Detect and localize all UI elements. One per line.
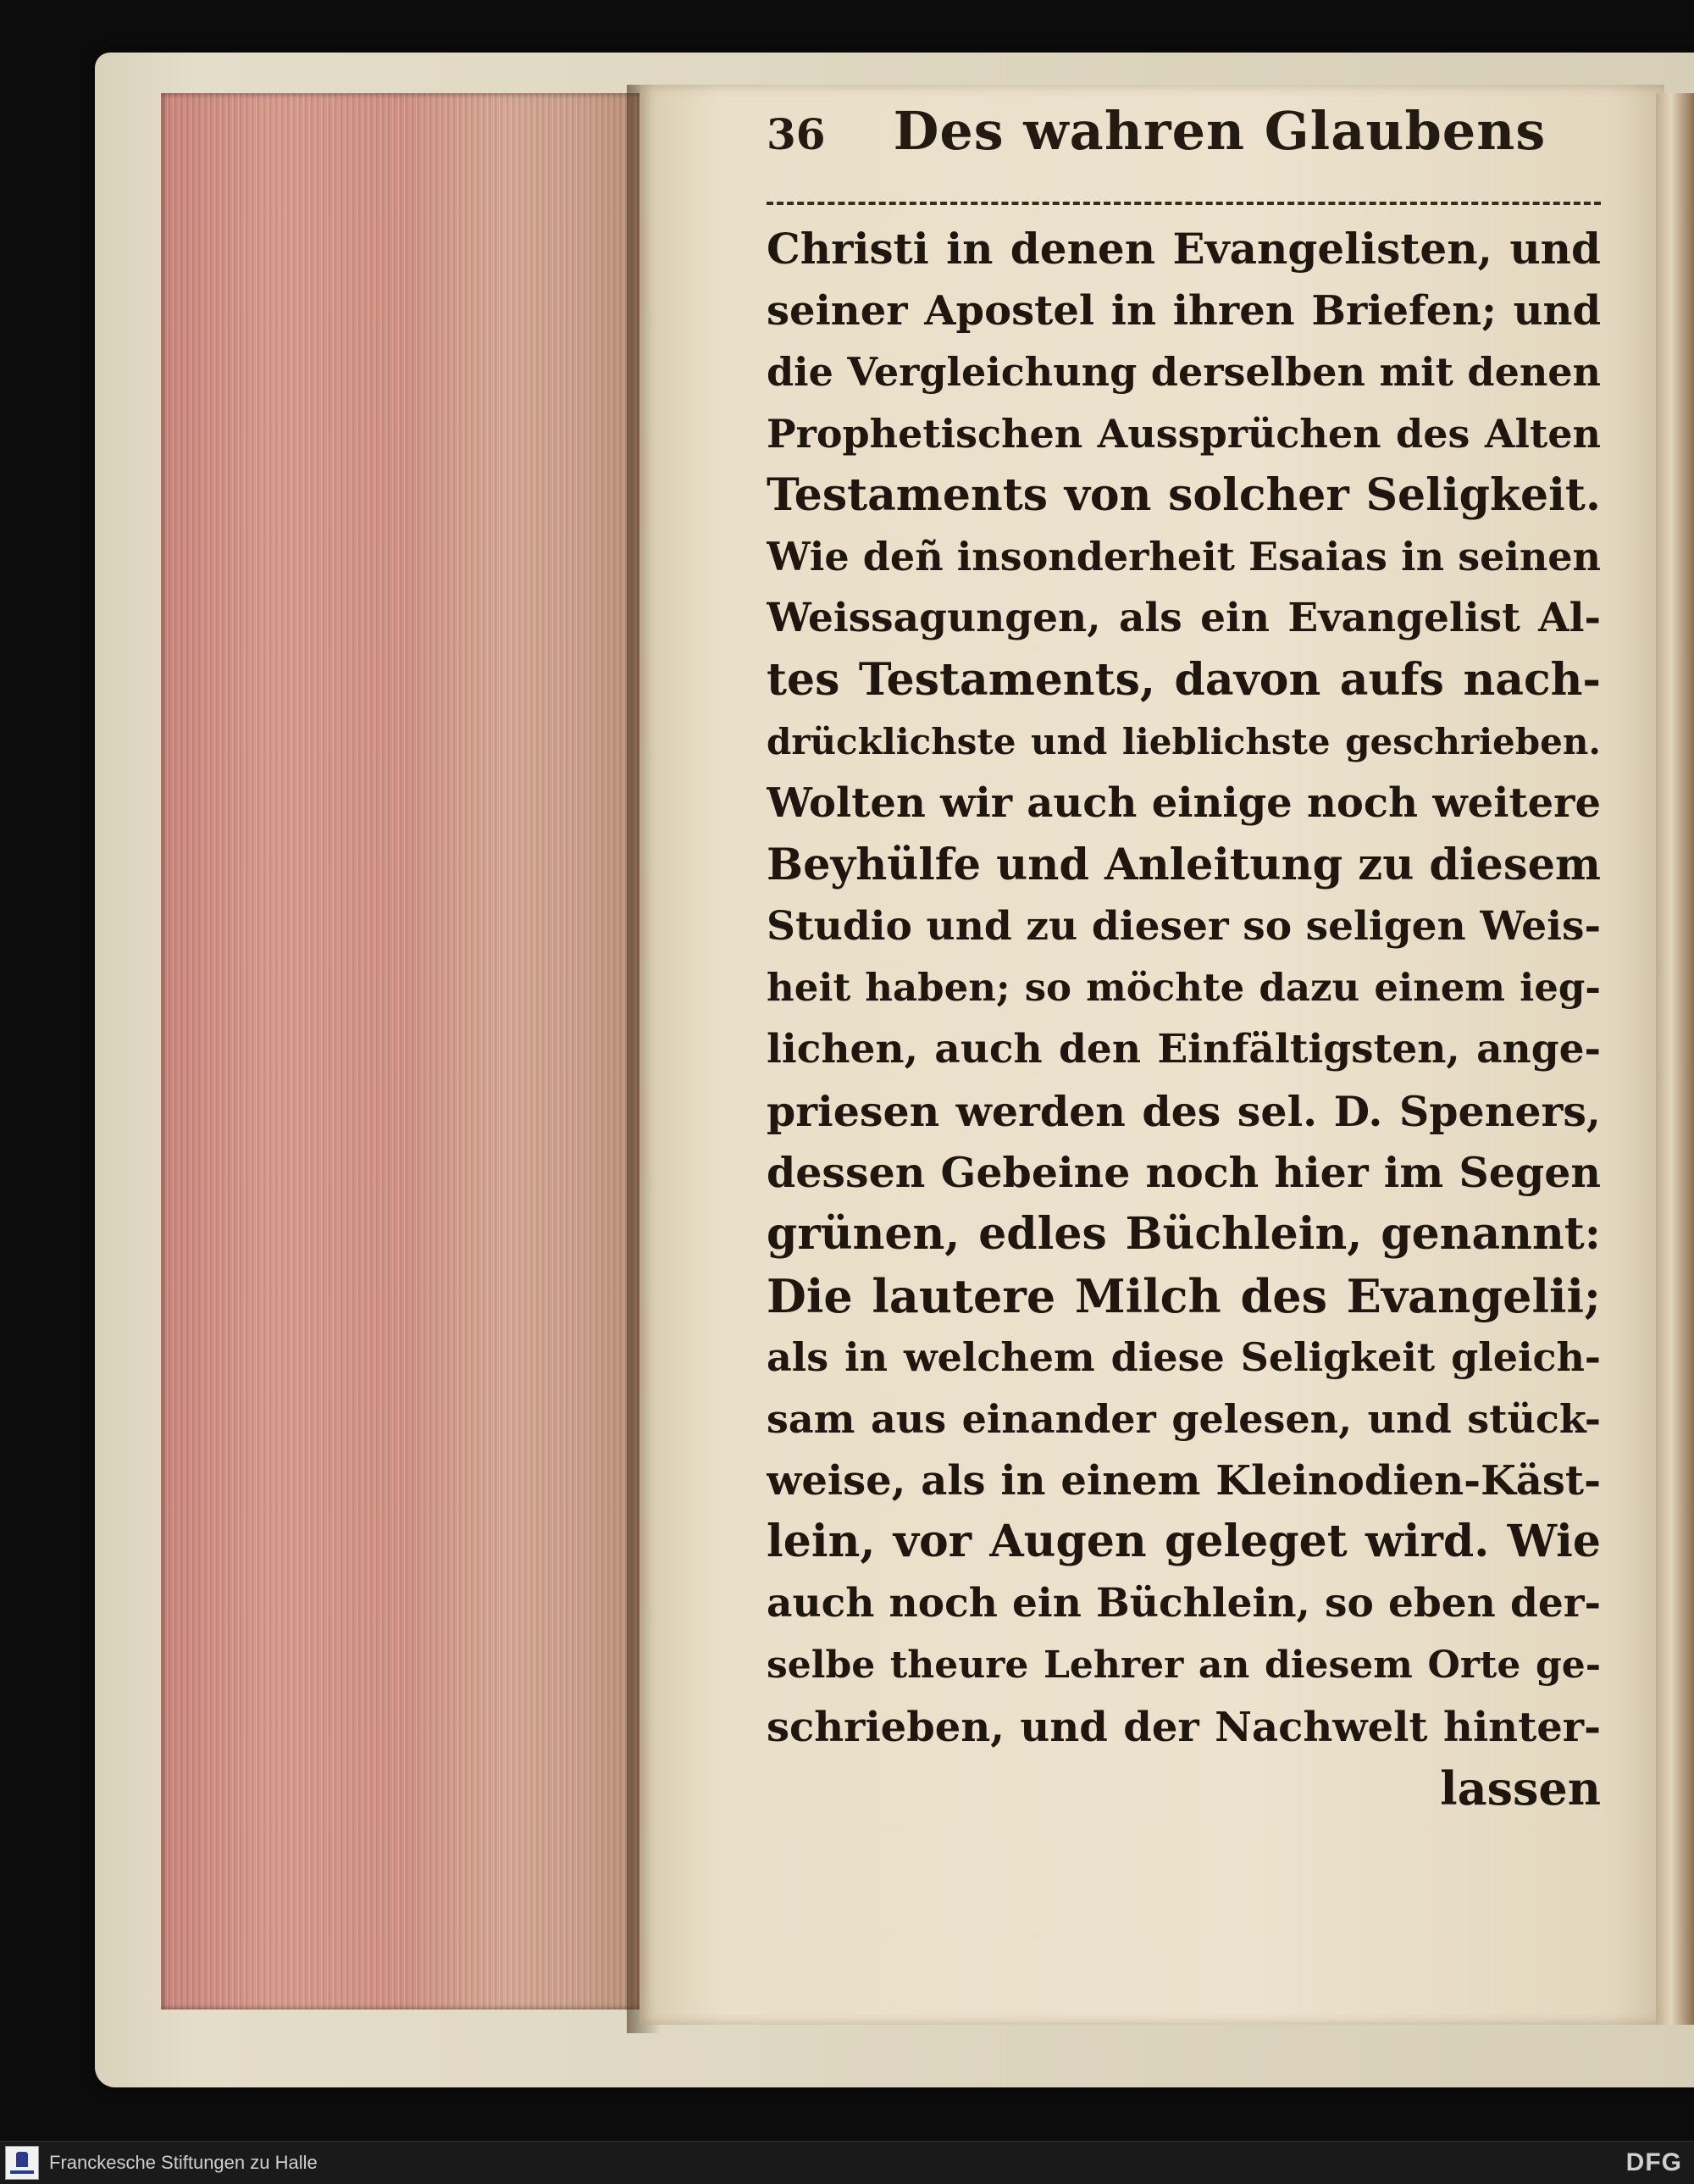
text-line: grünen, edles Büchlein, genannt: [767,1208,1601,1260]
text-line: priesen werden des sel. D. Speners, [767,1086,1601,1136]
text-line: Studio und zu dieser so seligen Weis- [767,902,1601,950]
page-header [767,100,1601,168]
text-line: dessen Gebeine noch hier im Segen [767,1148,1601,1198]
text-line: die Vergleichung derselben mit denen [767,349,1601,396]
footer-institution: Franckesche Stiftungen zu Halle [49,2152,318,2173]
text-line: sam aus einander gelesen, und stück- [767,1396,1601,1443]
text-line: Weissagungen, als ein Evangelist Al- [767,595,1601,642]
footer-bar [0,2141,1694,2184]
text-line: lassen [1440,1761,1601,1816]
header-rule [767,202,1601,205]
text-line: Die lautere Milch des Evangelii; [767,1268,1601,1323]
text-line: tes Testaments, davon aufs nach- [767,653,1601,706]
body-text [767,219,1601,1820]
institution-logo-icon [5,2146,39,2180]
page-block-edge [161,93,644,2009]
text-line: Wolten wir auch einige noch weitere [767,779,1601,828]
text-line: Prophetischen Aussprüchen des Alten [767,411,1601,457]
text-line: seiner Apostel in ihren Briefen; und [767,286,1601,335]
text-line: Beyhülfe und Anleitung zu diesem [767,839,1601,890]
text-line: heit haben; so möchte dazu einem ieg- [767,965,1601,1011]
text-line: Testaments von solcher Seligkeit. [767,468,1601,521]
page-number: 36 [767,109,826,159]
next-page-edge [1656,93,1694,2025]
text-line: schrieben, und der Nachwelt hinter- [767,1703,1601,1751]
running-head: Des wahren Glaubens [893,100,1547,162]
text-line: selbe theure Lehrer an diesem Orte ge- [767,1643,1601,1687]
text-line: weise, als in einem Kleinodien-Käst- [767,1456,1601,1505]
text-line: als in welchem diese Seligkeit gleich- [767,1334,1601,1381]
text-line: Christi in denen Evangelisten, und [767,224,1601,274]
text-line: auch noch ein Büchlein, so eben der- [767,1580,1601,1627]
text-line: drücklichste und lieblichste geschrieben. [767,720,1601,762]
text-line: Wie deñ insonderheit Esaias in seinen [767,534,1601,580]
dfg-badge: DFG [1625,2148,1682,2176]
text-line: lein, vor Augen geleget wird. Wie [767,1516,1601,1568]
text-line: lichen, auch den Einfältigsten, ange- [767,1025,1601,1073]
